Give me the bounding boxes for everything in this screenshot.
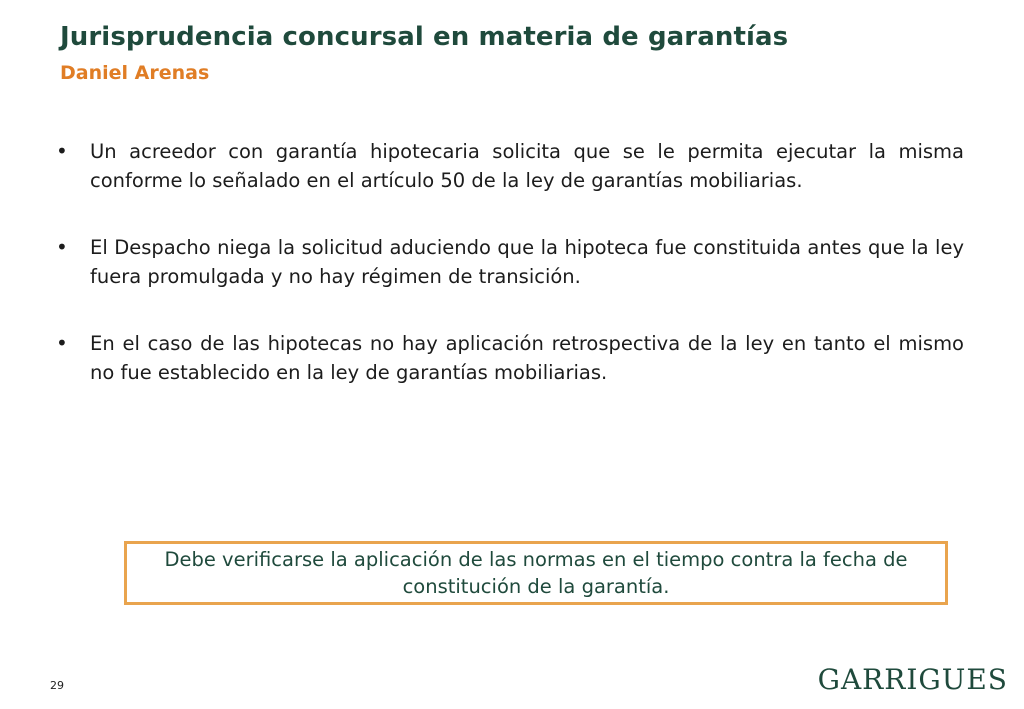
bullet-text: Un acreedor con garantía hipotecaria solicita que se le permita ejecutar la misma conforme lo señalado en el artículo 50 de la ley de garantías mobiliarias. — [90, 140, 964, 192]
bullet-item — [56, 233, 964, 291]
callout-text: Debe verificarse la aplicación de las normas en el tiempo contra la fecha de constitución de la garantía. — [164, 548, 908, 598]
bullet-text: El Despacho niega la solicitud aduciendo que la hipoteca fue constituida antes que la ley fuera promulgada y no hay régimen de transición. — [90, 236, 964, 288]
bullet-mark: • — [56, 235, 68, 259]
garrigues-logo: GARRIGUES — [817, 663, 1008, 696]
callout-box — [124, 541, 948, 605]
bullet-list — [56, 137, 964, 425]
slide-title: Jurisprudencia concursal en materia de garantías — [60, 22, 789, 52]
bullet-mark: • — [56, 139, 68, 163]
bullet-item — [56, 137, 964, 195]
slide-subtitle: Daniel Arenas — [60, 62, 210, 84]
bullet-mark: • — [56, 331, 68, 355]
bullet-item — [56, 329, 964, 387]
bullet-text: En el caso de las hipotecas no hay aplicación retrospectiva de la ley en tanto el mismo no fue establecido en la ley de garantías mobiliarias. — [90, 332, 964, 384]
page-number: 29 — [50, 679, 64, 692]
